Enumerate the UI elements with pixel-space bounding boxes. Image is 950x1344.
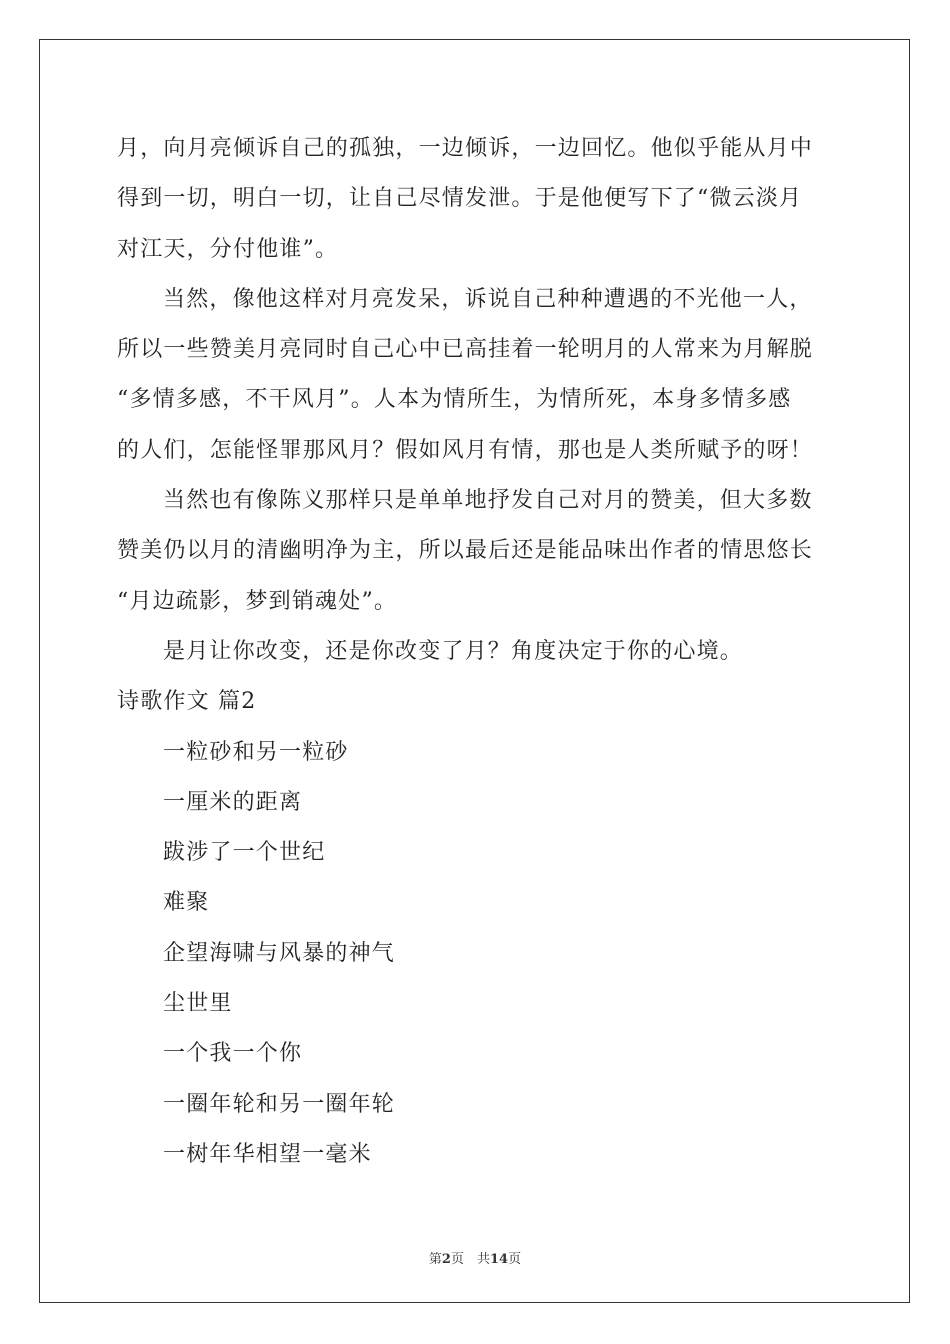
document-body (117, 124, 837, 1180)
paragraph-line: 当然也有像陈义那样只是单单地抒发自己对月的赞美，但大多数 (163, 488, 813, 514)
paragraph-line: 是月让你改变，还是你改变了月？角度决定于你的心境。 (163, 638, 744, 664)
footer-mid: 页 共 (450, 1252, 490, 1267)
poem-line: 一圈年轮和另一圈年轮 (163, 1091, 396, 1117)
paragraph-line: 对江天，分付他谁”。 (117, 236, 339, 262)
poem-line: 尘世里 (163, 991, 233, 1017)
poem-line: 一个我一个你 (163, 1041, 303, 1067)
paragraph-line: 月，向月亮倾诉自己的孤独，一边倾诉，一边回忆。他似乎能从月中 (117, 136, 814, 161)
paragraph-line: “多情多感，不干风月”。人本为情所生，为情所死，本身多情多感 (117, 387, 792, 413)
poem-line: 跋涉了一个世纪 (163, 840, 326, 866)
paragraph-line: 得到一切，明白一切，让自己尽情发泄。于是他便写下了“微云淡月 (117, 186, 803, 212)
poem-line: 难聚 (163, 890, 210, 916)
current-page-number: 2 (441, 1252, 451, 1267)
section-heading: 诗歌作文 篇2 (117, 689, 257, 715)
paragraph-line: 的人们，怎能怪罪那风月？假如风月有情，那也是人类所赋予的呀！ (117, 437, 814, 463)
poem-line: 一树年华相望一毫米 (163, 1141, 372, 1167)
page-footer (0, 1248, 950, 1267)
paragraph-line: 赞美仍以月的清幽明净为主，所以最后还是能品味出作者的情思悠长 (117, 538, 814, 564)
poem-line: 企望海啸与风暴的神气 (163, 940, 396, 966)
paragraph-line: “月边疏影，梦到销魂处”。 (117, 588, 398, 614)
footer-prefix: 第 (428, 1252, 442, 1267)
footer-suffix: 页 (508, 1252, 522, 1267)
paragraph-line: 当然，像他这样对月亮发呆，诉说自己种种遭遇的不光他一人， (163, 286, 813, 312)
poem-line: 一厘米的距离 (163, 789, 303, 815)
total-pages-number: 14 (489, 1252, 509, 1267)
paragraph-line: 所以一些赞美月亮同时自己心中已高挂着一轮明月的人常来为月解脱 (117, 337, 814, 363)
poem-line: 一粒砂和另一粒砂 (163, 739, 349, 765)
